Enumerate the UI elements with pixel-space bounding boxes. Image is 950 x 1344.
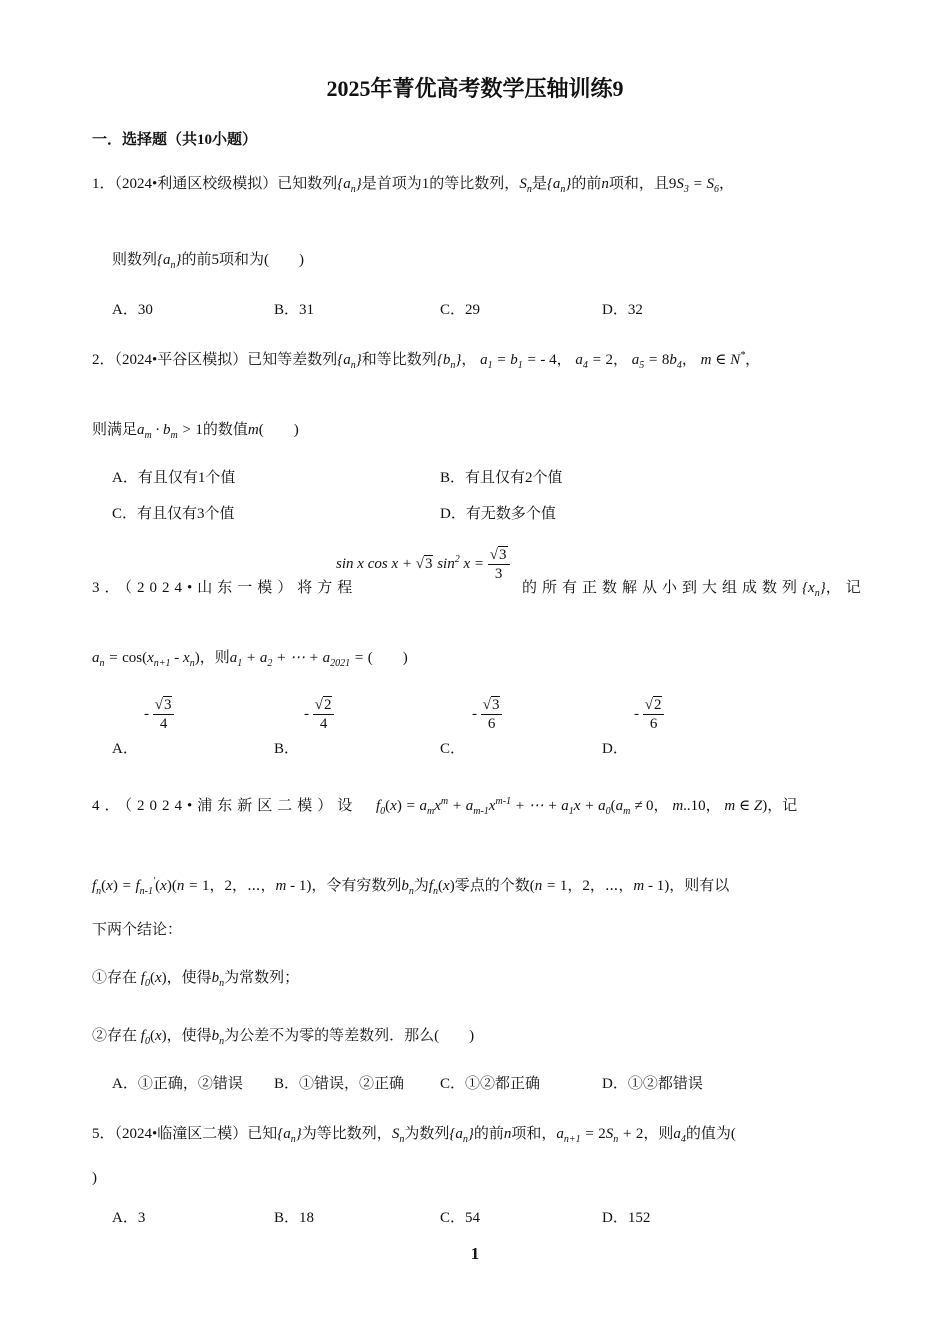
math-equation-q3: sin x cos x + √3 $\sin^2 x$ = $\frac{√3}{3}$ <box>336 546 510 583</box>
question-4-line-1: 4．（2024•浦东新区二模）设 <box>92 798 358 814</box>
q4-number: 4． <box>92 798 125 814</box>
question-3-line-2: $a_n = \cos(x_{n+1} - x_n)$，则$a_1 + a_2$ + ⋯ + $a_{2021}$ = ( ) <box>92 650 408 669</box>
question-1-line-1: 1．（2024•利通区校级模拟）已知数列$\{a_n\}$是首项为1的等比数列，$S_n$是$\{a_n\}$的前n项和，且$9S_3 = S_6$， <box>92 176 734 195</box>
answer-paren: ( ) <box>434 1028 475 1044</box>
question-2-line-1: 2．（2024•平谷区模拟）已知等差数列$\{a_n\}$和等比数列$\{b_n\}$， $a_1 = b_1$ = - 4， $a_4 = 2$， $a_5 = 8b_4$， m ∈ N*， <box>92 350 761 371</box>
answer-paren: ( ) <box>264 252 305 268</box>
q1-option-c: C．29 <box>440 302 481 318</box>
q2-option-d: D．有无数多个值 <box>440 506 556 522</box>
q3-option-d-label: D． <box>602 741 628 757</box>
q1-option-b: B．31 <box>274 302 315 318</box>
math-recurrence: $a_{n+1} = 2S_n + 2$ <box>556 1126 644 1145</box>
section-heading: 一．选择题（共10小题） <box>92 132 258 148</box>
q2-number: 2． <box>92 352 115 368</box>
q2-source: （2024•平谷区模拟） <box>114 352 248 368</box>
math-inequality: $a_m \cdot b_m > 1$ <box>137 422 203 441</box>
math-conditions: $\{b_n\}$， $a_1 = b_1$ = - 4， $a_4 = 2$， $a_5 = 8b_4$， m ∈ N*， <box>436 350 761 371</box>
q2-option-b: B．有且仅有2个值 <box>440 470 563 486</box>
page-number: 1 <box>470 1244 480 1263</box>
q3-source: （2024•山东一模） <box>124 580 298 596</box>
q3-option-a-value: - $\frac{√3}{4}$ <box>144 696 174 733</box>
q4-option-a: A．①正确，②错误 <box>112 1076 243 1092</box>
answer-paren: ( ) <box>258 422 299 438</box>
q1-option-d: D．32 <box>602 302 643 318</box>
math-seq-an: $\{a_n\}$ <box>157 252 182 271</box>
page-title: 2025年菁优高考数学压轴训练9 <box>326 76 624 101</box>
math-seq-an: $\{a_n\}$ <box>337 352 362 371</box>
q4-source: （2024•浦东新区二模） <box>124 798 338 814</box>
q3-option-c-value: - $\frac{√3}{6}$ <box>472 696 502 733</box>
q3-option-a-label: A． <box>112 741 138 757</box>
answer-paren: ( ) <box>367 650 408 666</box>
question-4-conclusion-2: ②存在 $f_0(x)$，使得$b_n$为公差不为零的等差数列．那么( ) <box>92 1028 475 1047</box>
question-5-line-2: ) <box>92 1170 97 1186</box>
question-1-line-2: 则数列$\{a_n\}$的前5项和为( ) <box>112 252 305 271</box>
q4-option-b: B．①错误，②正确 <box>274 1076 405 1092</box>
q3-option-d-value: - $\frac{√2}{6}$ <box>634 696 664 733</box>
question-4-conclusion-1: ①存在 $f_0(x)$，使得$b_n$为常数列； <box>92 970 300 989</box>
math-n: n <box>601 176 609 192</box>
math-polynomial: $f_0(x) = a_mx^m + a_{m-1}x^{m-1}$ + ⋯ + $a_1x + a_0(a_m \ne 0$， m..10， m ∈ Z)，记 <box>376 796 798 817</box>
q3-number: 3． <box>92 580 125 596</box>
math-condition: $9S_3 = S_6$ <box>668 176 719 195</box>
q2-option-a: A．有且仅有1个值 <box>112 470 236 486</box>
q5-option-b: B．18 <box>274 1210 315 1226</box>
question-4-line-2: $f_n(x) = f_{n-1}'(x)(n = 1$，2，⋯，m - 1)，令有穷数列$b_n$为$f_n(x)$零点的个数(n = 1，2，⋯，m - 1)，则有以 <box>92 876 730 897</box>
question-5-line-1: 5．（2024•临潼区二模）已知$\{a_n\}$为等比数列，$S_n$为数列$\{a_n\}$的前n项和，$a_{n+1} = 2S_n + 2$，则$a_4$的值为( <box>92 1126 736 1145</box>
math-an-def: $a_n = \cos(x_{n+1} - x_n)$ <box>92 650 200 669</box>
math-sn: $S_n$ <box>519 176 532 195</box>
question-3-line-1-prefix: 3．（2024•山东一模）将方程 <box>92 580 358 596</box>
q3-option-b-label: B． <box>274 741 300 757</box>
math-seq-xn: $\{x_n\}$ <box>802 580 826 599</box>
question-2-line-2: 则满足$a_m \cdot b_m > 1$的数值m( ) <box>92 422 299 441</box>
q5-option-d: D．152 <box>602 1210 651 1226</box>
question-3-line-1-suffix: 的所有正数解从小到大组成数列$\{x_n\}$，记 <box>522 580 866 599</box>
q5-option-a: A．3 <box>112 1210 146 1226</box>
q1-option-a: A．30 <box>112 302 153 318</box>
math-sum: $a_1 + a_2$ + ⋯ + $a_{2021}$ = <box>229 650 368 669</box>
q4-option-c: C．①②都正确 <box>440 1076 541 1092</box>
q1-number: 1． <box>92 176 115 192</box>
q5-source: （2024•临潼区二模） <box>114 1126 248 1142</box>
q2-option-c: C．有且仅有3个值 <box>112 506 235 522</box>
math-seq-an: $\{a_n\}$ <box>337 176 362 195</box>
q5-option-c: C．54 <box>440 1210 481 1226</box>
q4-option-d: D．①②都错误 <box>602 1076 703 1092</box>
math-fn-def: $f_n(x) = f_{n-1}'(x)(n = 1$，2，⋯，m - 1) <box>92 876 312 897</box>
math-seq-an: $\{a_n\}$ <box>546 176 572 195</box>
q3-option-b-value: - $\frac{√2}{4}$ <box>304 696 334 733</box>
q1-source: （2024•利通区校级模拟） <box>114 176 278 192</box>
question-4-line-3: 下两个结论： <box>92 922 183 938</box>
q5-number: 5． <box>92 1126 115 1142</box>
q3-option-c-label: C． <box>440 741 466 757</box>
